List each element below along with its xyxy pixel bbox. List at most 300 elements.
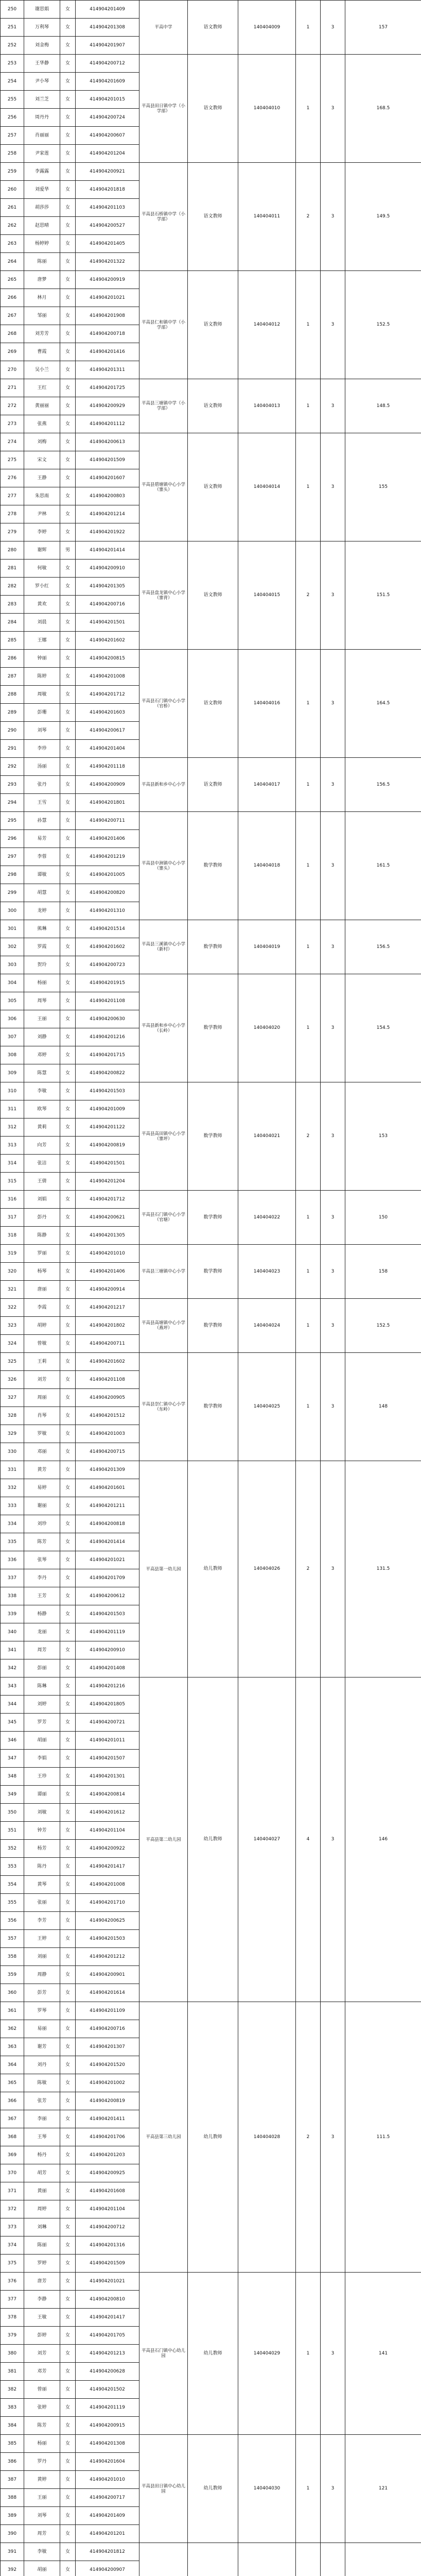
cell-ticket-no: 414904201112 [76,415,139,433]
table-row [1,974,421,992]
cell-name: 胡丽 [24,1732,60,1750]
cell-name: 罗婷 [24,2255,60,2273]
cell-index: 357 [1,1930,24,1948]
cell-name: 罗敏 [24,1425,60,1443]
cell-gender: 女 [60,343,76,361]
cell-index: 266 [1,289,24,307]
table-row [1,1353,421,1371]
cell-name: 胡莎莎 [24,199,60,217]
cell-name: 陈丽 [24,2236,60,2255]
table-row [1,379,421,397]
cell-ticket-no: 414904200901 [76,1966,139,1984]
cell-gender: 女 [60,2074,76,2092]
cell-ticket-no: 414904201011 [76,1732,139,1750]
cell-ticket-no: 414904201316 [76,2236,139,2255]
cell-unit: 平高县盘龙镇中心小学（寨背） [139,541,188,650]
cell-ticket-no: 414904201520 [76,2056,139,2074]
cell-name: 邓芳 [24,2363,60,2381]
cell-gender: 女 [60,181,76,199]
cell-name: 欧琴 [24,1100,60,1118]
cell-name: 肖丽丽 [24,127,60,145]
cell-name: 刘琴 [24,722,60,740]
cell-name: 何敏 [24,560,60,578]
cell-ticket-no: 414904201119 [76,2399,139,2417]
cell-ticket-no: 414904201602 [76,632,139,650]
cell-gender: 女 [60,2092,76,2110]
cell-plan-count: 1 [296,379,321,433]
cell-gender: 女 [60,325,76,343]
cell-ticket-no: 414904201008 [76,1876,139,1894]
cell-name: 易芳 [24,830,60,848]
cell-index: 346 [1,1732,24,1750]
cell-index: 387 [1,2471,24,2489]
cell-post: 幼儿教师 [188,1677,238,2002]
cell-ticket-no: 414904201503 [76,1605,139,1623]
cell-gender: 女 [60,1623,76,1641]
cell-index: 257 [1,127,24,145]
cell-ticket-no: 414904201005 [76,866,139,884]
cell-index: 366 [1,2092,24,2110]
cell-ticket-no: 414904200621 [76,1209,139,1227]
cell-gender: 女 [60,884,76,902]
cell-post-code: 140404017 [238,758,296,812]
cell-index: 359 [1,1966,24,1984]
cell-gender: 女 [60,73,76,91]
cell-index: 382 [1,2381,24,2399]
cell-index: 284 [1,614,24,632]
cell-gender: 女 [60,1605,76,1623]
cell-unit: 平高县三塘镇中心小学 [139,1245,188,1299]
cell-name: 林月 [24,289,60,307]
table-row [1,1,421,19]
cell-name: 张婷 [24,2399,60,2417]
cell-index: 273 [1,415,24,433]
cell-gender: 女 [60,2435,76,2453]
table-row [1,1082,421,1100]
cell-post: 语文教师 [188,271,238,379]
cell-index: 300 [1,902,24,920]
cell-ticket-no: 414904201501 [76,1155,139,1173]
cell-min-score: 164.5 [345,650,421,758]
cell-index: 253 [1,55,24,73]
table-row [1,2435,421,2453]
cell-name: 罗琴 [24,2002,60,2020]
cell-gender: 女 [60,163,76,181]
cell-min-score: 151.5 [345,541,421,650]
cell-index: 258 [1,145,24,163]
cell-name: 杨丽 [24,2435,60,2453]
cell-gender: 女 [60,55,76,73]
cell-gender: 女 [60,1497,76,1515]
cell-ticket-no: 414904200815 [76,650,139,668]
cell-name: 熊琳 [24,920,60,938]
cell-gender: 女 [60,1425,76,1443]
cell-gender: 女 [60,451,76,469]
cell-gender: 女 [60,2543,76,2561]
cell-post: 数学教师 [188,974,238,1082]
cell-gender: 女 [60,1966,76,1984]
cell-index: 270 [1,361,24,379]
cell-index: 360 [1,1984,24,2002]
cell-gender: 女 [60,487,76,505]
cell-index: 381 [1,2363,24,2381]
cell-gender: 女 [60,722,76,740]
cell-post: 语文教师 [188,55,238,163]
cell-gender: 女 [60,1155,76,1173]
cell-name: 胡芳 [24,2164,60,2182]
cell-name: 肖琴 [24,1407,60,1425]
cell-index: 329 [1,1425,24,1443]
cell-ticket-no: 414904201008 [76,668,139,686]
cell-gender: 女 [60,1840,76,1858]
cell-gender: 女 [60,668,76,686]
cell-index: 342 [1,1659,24,1677]
cell-gender: 女 [60,920,76,938]
cell-ticket-no: 414904200716 [76,596,139,614]
cell-post-code: 140404015 [238,541,296,650]
cell-post-code: 140404030 [238,2435,296,2543]
cell-ticket-no: 414904201119 [76,1623,139,1641]
cell-gender: 女 [60,1443,76,1461]
cell-index: 289 [1,704,24,722]
cell-gender: 女 [60,2327,76,2345]
cell-ticket-no: 414904200925 [76,2164,139,2182]
cell-index: 388 [1,2489,24,2507]
cell-gender: 女 [60,1028,76,1046]
cell-name: 彭珊 [24,704,60,722]
cell-unit: 平高县田日镇中学（小学部） [139,55,188,163]
cell-gender: 女 [60,1245,76,1263]
cell-ticket-no: 414904201805 [76,1696,139,1714]
cell-gender: 女 [60,1389,76,1407]
cell-gender: 女 [60,217,76,235]
cell-ticket-no: 414904201406 [76,1263,139,1281]
cell-index: 318 [1,1227,24,1245]
cell-gender: 女 [60,1118,76,1137]
cell-name: 罗芳 [24,1714,60,1732]
cell-min-score: 161.5 [345,812,421,920]
cell-ticket-no: 414904201310 [76,902,139,920]
cell-index: 287 [1,668,24,686]
cell-ticket-no: 414904201408 [76,1659,139,1677]
cell-post-code [238,2543,296,2576]
cell-plan-count: 1 [296,1245,321,1299]
cell-ticket-no: 414904201021 [76,289,139,307]
cell-ticket-no: 414904200820 [76,884,139,902]
cell-min-score: 150 [345,1191,421,1245]
cell-post: 数学教师 [188,1353,238,1461]
cell-unit: 平高县石门镇中心小学（官桥） [139,650,188,758]
cell-name: 宋文 [24,451,60,469]
cell-unit: 平高县石桥镇中学（小学部） [139,163,188,271]
cell-name: 王娜 [24,632,60,650]
cell-ticket-no: 414904200711 [76,812,139,830]
cell-ticket-no: 414904200617 [76,722,139,740]
table-row [1,271,421,289]
cell-plan-count: 1 [296,1,321,55]
cell-ticket-no: 414904201322 [76,253,139,271]
cell-name: 刘琳 [24,2218,60,2236]
cell-index: 355 [1,1894,24,1912]
cell-name: 罗丽 [24,1245,60,1263]
cell-name: 唐芳 [24,2273,60,2291]
cell-gender: 女 [60,1858,76,1876]
cell-unit: 平高县崇仁镇中心小学（东岭） [139,1353,188,1461]
cell-ratio: 3 [321,55,345,163]
cell-ticket-no: 414904201706 [76,2128,139,2146]
cell-ticket-no: 414904201103 [76,199,139,217]
cell-post: 数学教师 [188,1245,238,1299]
cell-name: 唐梦 [24,271,60,289]
cell-plan-count: 1 [296,920,321,974]
cell-index: 267 [1,307,24,325]
cell-index: 363 [1,2038,24,2056]
cell-post: 语文教师 [188,1,238,55]
cell-ticket-no: 414904201503 [76,1930,139,1948]
cell-ticket-no: 414904200607 [76,127,139,145]
cell-unit: 平高县三溪镇中心小学（新村） [139,920,188,974]
cell-post-code: 140404027 [238,1677,296,2002]
cell-gender: 女 [60,505,76,523]
cell-name: 刘芳 [24,1371,60,1389]
cell-gender: 女 [60,650,76,668]
cell-ratio: 3 [321,1,345,55]
cell-gender: 女 [60,758,76,776]
cell-index: 254 [1,73,24,91]
cell-index: 375 [1,2255,24,2273]
cell-ticket-no: 414904200905 [76,1389,139,1407]
cell-post-code: 140404028 [238,2002,296,2273]
cell-ratio: 3 [321,1299,345,1353]
cell-index: 271 [1,379,24,397]
cell-ratio: 3 [321,974,345,1082]
cell-name: 刘丹 [24,2056,60,2074]
cell-ticket-no: 414904201122 [76,1118,139,1137]
cell-ticket-no: 414904201908 [76,307,139,325]
cell-index: 341 [1,1641,24,1659]
cell-post-code: 140404019 [238,920,296,974]
cell-name: 刘珍 [24,1515,60,1533]
cell-index: 304 [1,974,24,992]
cell-index: 370 [1,2164,24,2182]
cell-gender: 女 [60,1696,76,1714]
cell-index: 347 [1,1750,24,1768]
cell-name: 罗小红 [24,578,60,596]
cell-ratio: 3 [321,2435,345,2543]
cell-ratio: 3 [321,379,345,433]
cell-name: 李珍 [24,740,60,758]
cell-index: 383 [1,2399,24,2417]
cell-gender: 女 [60,2110,76,2128]
cell-index: 317 [1,1209,24,1227]
cell-name: 周丽 [24,1389,60,1407]
cell-index: 389 [1,2507,24,2525]
cell-post-code: 140404021 [238,1082,296,1191]
cell-ticket-no: 414904201108 [76,1371,139,1389]
cell-name: 王丽 [24,1010,60,1028]
cell-gender: 女 [60,2399,76,2417]
cell-index: 309 [1,1064,24,1082]
cell-ticket-no: 414904201212 [76,1948,139,1966]
cell-name: 王雪 [24,794,60,812]
cell-gender: 女 [60,2128,76,2146]
cell-ticket-no: 414904201010 [76,1245,139,1263]
cell-gender: 女 [60,2236,76,2255]
cell-post: 幼儿教师 [188,2002,238,2273]
cell-ratio: 3 [321,2002,345,2273]
cell-ticket-no: 414904200712 [76,55,139,73]
cell-ticket-no: 414904200914 [76,1281,139,1299]
cell-index: 356 [1,1912,24,1930]
table-row [1,812,421,830]
cell-name: 陈静 [24,1227,60,1245]
cell-gender: 女 [60,1100,76,1118]
cell-index: 264 [1,253,24,271]
cell-name: 王琴 [24,2128,60,2146]
cell-index: 344 [1,1696,24,1714]
cell-min-score: 168.5 [345,55,421,163]
cell-index: 377 [1,2291,24,2309]
cell-index: 361 [1,2002,24,2020]
cell-post: 语文教师 [188,163,238,271]
cell-gender: 女 [60,1353,76,1371]
cell-ticket-no: 414904200910 [76,560,139,578]
cell-plan-count: 2 [296,541,321,650]
cell-index: 321 [1,1281,24,1299]
cell-min-score: 149.5 [345,163,421,271]
cell-gender: 女 [60,1768,76,1786]
cell-gender: 女 [60,1804,76,1822]
cell-min-score: 148.5 [345,379,421,433]
cell-ticket-no: 414904201214 [76,505,139,523]
cell-gender: 女 [60,307,76,325]
cell-ratio: 3 [321,541,345,650]
cell-name: 周芳 [24,2525,60,2543]
cell-index: 310 [1,1082,24,1100]
cell-plan-count: 1 [296,812,321,920]
cell-gender: 女 [60,2309,76,2327]
cell-index: 294 [1,794,24,812]
cell-name: 罗丹 [24,2453,60,2471]
cell-gender: 女 [60,523,76,541]
cell-ticket-no: 414904201801 [76,794,139,812]
cell-index: 313 [1,1137,24,1155]
cell-unit: 平高县第二幼儿园 [139,1677,188,2002]
table-row [1,1191,421,1209]
cell-post-code: 140404018 [238,812,296,920]
cell-gender: 女 [60,433,76,451]
cell-ticket-no: 414904201512 [76,1407,139,1425]
cell-name: 张燕 [24,415,60,433]
cell-ticket-no: 414904201104 [76,1822,139,1840]
cell-min-score: 156.5 [345,920,421,974]
cell-ticket-no: 414904201201 [76,2525,139,2543]
cell-ticket-no: 414904200929 [76,397,139,415]
cell-ticket-no: 414904200921 [76,163,139,181]
cell-gender: 女 [60,469,76,487]
cell-gender: 女 [60,2255,76,2273]
cell-name: 李敏 [24,2543,60,2561]
cell-index: 276 [1,469,24,487]
cell-name: 周丹丹 [24,109,60,127]
cell-gender: 女 [60,2507,76,2525]
cell-index: 350 [1,1804,24,1822]
cell-name: 龙丽 [24,1623,60,1641]
cell-post: 语文教师 [188,433,238,541]
cell-ticket-no: 414904200907 [76,2561,139,2576]
cell-index: 298 [1,866,24,884]
cell-gender: 女 [60,2273,76,2291]
cell-index: 364 [1,2056,24,2074]
cell-ticket-no: 414904201311 [76,361,139,379]
cell-name: 尹家莲 [24,145,60,163]
cell-gender: 女 [60,1587,76,1605]
cell-ticket-no: 414904201021 [76,1551,139,1569]
cell-gender: 女 [60,938,76,956]
cell-ratio: 3 [321,920,345,974]
cell-index: 351 [1,1822,24,1840]
cell-name: 龙婷 [24,902,60,920]
cell-gender: 女 [60,992,76,1010]
cell-ticket-no: 414904201010 [76,2471,139,2489]
cell-gender: 女 [60,1407,76,1425]
cell-ticket-no: 414904201604 [76,2453,139,2471]
cell-index: 373 [1,2218,24,2236]
cell-plan-count: 1 [296,2435,321,2543]
cell-unit: 平高县新和乡中心小学 [139,758,188,812]
cell-gender: 女 [60,1281,76,1299]
cell-min-score: 152.5 [345,1299,421,1353]
cell-name: 杨芳 [24,1840,60,1858]
cell-index: 282 [1,578,24,596]
cell-index: 358 [1,1948,24,1966]
cell-gender: 男 [60,541,76,560]
cell-index: 333 [1,1497,24,1515]
cell-index: 259 [1,163,24,181]
cell-unit: 平高县第三幼儿园 [139,2002,188,2273]
cell-min-score: 141 [345,2273,421,2435]
cell-name: 赵思晴 [24,217,60,235]
cell-min-score: 131.5 [345,1461,421,1677]
cell-gender: 女 [60,2381,76,2399]
cell-index: 288 [1,686,24,704]
cell-ticket-no: 414904200613 [76,433,139,451]
cell-name: 王婷 [24,1930,60,1948]
cell-gender: 女 [60,1533,76,1551]
cell-name: 谢丽 [24,1497,60,1515]
cell-gender: 女 [60,1930,76,1948]
cell-index: 379 [1,2327,24,2345]
cell-name: 陈婷 [24,668,60,686]
cell-post-code: 140404009 [238,1,296,55]
cell-gender: 女 [60,830,76,848]
cell-post [188,2543,238,2576]
cell-ticket-no: 414904201305 [76,1227,139,1245]
cell-gender: 女 [60,199,76,217]
cell-name: 李敏 [24,1082,60,1100]
cell-gender: 女 [60,1677,76,1696]
cell-index: 322 [1,1299,24,1317]
cell-index: 283 [1,596,24,614]
cell-index: 367 [1,2110,24,2128]
cell-index: 332 [1,1479,24,1497]
cell-name: 王静 [24,469,60,487]
cell-min-score: 158 [345,1245,421,1299]
cell-gender: 女 [60,2200,76,2218]
cell-gender: 女 [60,2038,76,2056]
cell-ticket-no: 414904201602 [76,1353,139,1371]
cell-index: 343 [1,1677,24,1696]
